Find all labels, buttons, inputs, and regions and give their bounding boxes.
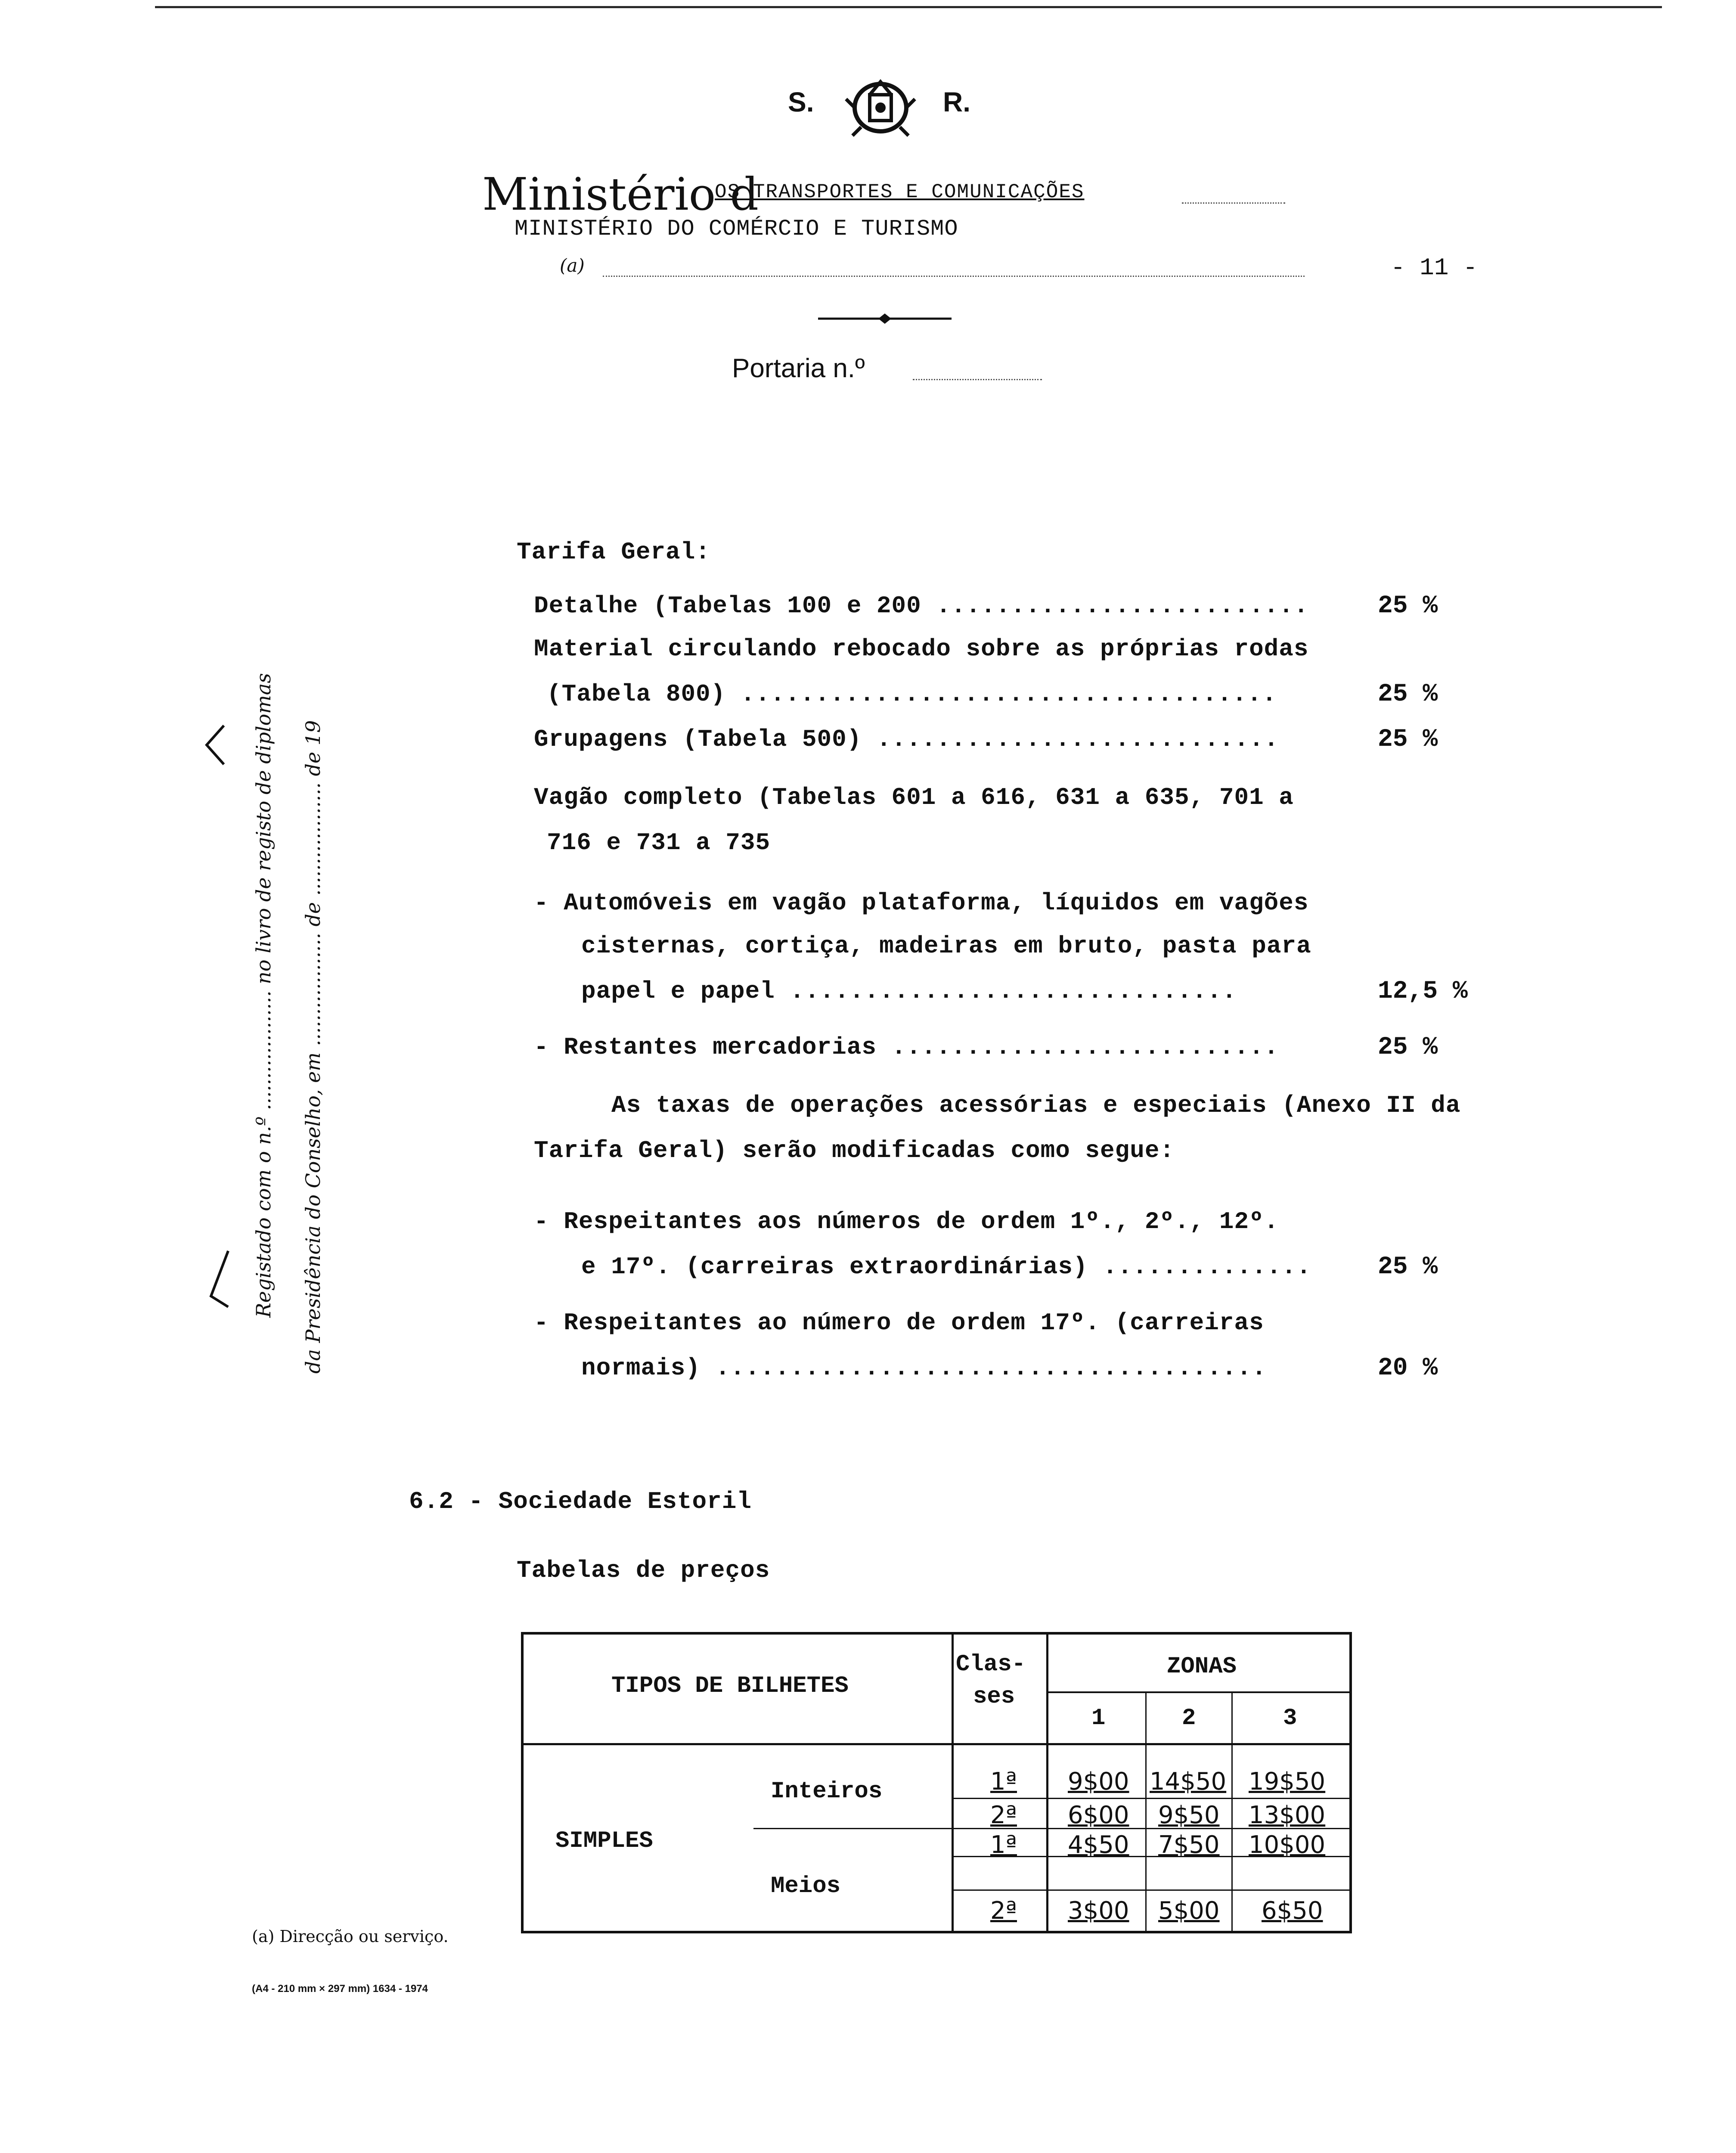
tarifa-line: Grupagens (Tabela 500) ........................... [534,726,1279,753]
taxa-line: - Respeitantes aos números de ordem 1º., 2º., 12º. [534,1208,1279,1235]
header-zonas: ZONAS [1167,1654,1237,1680]
header-classes: ses [973,1684,1015,1710]
tarifa-line: (Tabela 800) .................................... [547,680,1277,708]
subgroup-label: Meios [771,1873,841,1899]
taxa-percentage: 20 % [1378,1354,1438,1382]
price-cell: 9$50 [1158,1801,1220,1829]
zone-header: 1 [1091,1705,1106,1731]
tarifa-line: papel e papel .............................. [581,977,1237,1005]
subgroup-label: Inteiros [771,1778,883,1805]
tarifa-line: - Automóveis em vagão plataforma, líquidos em vagões [534,889,1309,917]
taxa-line: e 17º. (carreiras extraordinárias) .............. [581,1253,1311,1281]
tarifa-heading: Tarifa Geral: [517,538,710,566]
r-letter: R. [943,87,970,118]
class-cell: 1ª [990,1768,1017,1796]
form-reference: (A4 - 210 mm × 297 mm) 1634 - 1974 [252,1983,428,1995]
class-cell: 1ª [990,1831,1017,1859]
price-cell: 3$00 [1068,1897,1129,1925]
tarifa-percentage: 25 % [1378,592,1438,620]
price-cell: 19$50 [1249,1768,1326,1796]
section-title: 6.2 - Sociedade Estoril [409,1488,752,1515]
tarifa-line: 716 e 731 a 735 [547,829,771,856]
tarifa-percentage: 25 % [1378,1033,1438,1061]
ministry-subtitle: MINISTÉRIO DO COMÉRCIO E TURISMO [515,216,958,242]
page-number: - 11 - [1391,254,1478,282]
margin-bracket-bottom [207,1249,232,1309]
tarifa-percentage: 12,5 % [1378,977,1468,1005]
price-table [521,1632,1352,1933]
price-cell: 7$50 [1158,1831,1220,1859]
taxa-percentage: 25 % [1378,1253,1438,1281]
price-cell: 10$00 [1249,1831,1326,1859]
price-cell: 14$50 [1150,1768,1227,1796]
tarifa-line: cisternas, cortiça, madeiras em bruto, pasta para [581,932,1311,960]
price-cell: 5$00 [1158,1897,1220,1925]
taxa-line: - Respeitantes ao número de ordem 17º. (carreiras [534,1309,1264,1337]
margin-registration-line2: da Presidência do Conselho, em .................. de .................. de 19 [301,720,325,1374]
class-cell: 2ª [990,1801,1017,1829]
price-cell: 6$00 [1068,1801,1129,1829]
zone-header: 2 [1182,1705,1196,1731]
price-cell: 9$00 [1068,1768,1129,1796]
tarifa-line: Vagão completo (Tabelas 601 a 616, 631 a 635, 701 a [534,784,1294,811]
portaria-dotted-line [913,379,1042,380]
tarifa-line: - Restantes mercadorias .......................... [534,1033,1279,1061]
price-cell: 4$50 [1068,1831,1129,1859]
footnote: (a) Direcção ou serviço. [252,1927,449,1946]
price-cell: 6$50 [1262,1897,1323,1925]
top-rule [155,6,1662,8]
header-tipos: TIPOS DE BILHETES [611,1673,849,1699]
s-letter: S. [788,87,814,118]
tarifa-percentage: 25 % [1378,680,1438,708]
group-label: SIMPLES [555,1828,653,1854]
header-classes: Clas- [956,1651,1026,1678]
tarifa-paragraph: As taxas de operações acessórias e especiais (Anexo II da [611,1092,1461,1119]
zone-header: 3 [1283,1705,1297,1731]
tarifa-percentage: 25 % [1378,726,1438,754]
portaria-label: Portaria n.º [732,354,865,383]
ornament-divider [818,310,952,327]
section-subtitle: Tabelas de preços [517,1557,770,1584]
ministry-department: OS TRANSPORTES E COMUNICAÇÕES [715,181,1085,203]
field-a-label: (a) [560,255,585,276]
price-cell: 13$00 [1249,1801,1326,1829]
ministry-prefix: Ministério d [482,168,759,220]
margin-bracket-top [202,723,228,766]
class-cell: 2ª [990,1897,1017,1925]
tarifa-line: Detalhe (Tabelas 100 e 200 ......................... [534,592,1309,620]
ministry-dotted-line [1182,202,1285,204]
tarifa-paragraph: Tarifa Geral) serão modificadas como segue: [534,1137,1175,1164]
tarifa-line: Material circulando rebocado sobre as próprias rodas [534,635,1309,663]
field-a-dotted-line [603,276,1305,277]
coat-of-arms-emblem [844,73,917,138]
margin-registration-line1: Registado com o n.º ................... no livro de registo de diplomas [252,673,275,1318]
taxa-line: normais) ..................................... [581,1354,1267,1382]
